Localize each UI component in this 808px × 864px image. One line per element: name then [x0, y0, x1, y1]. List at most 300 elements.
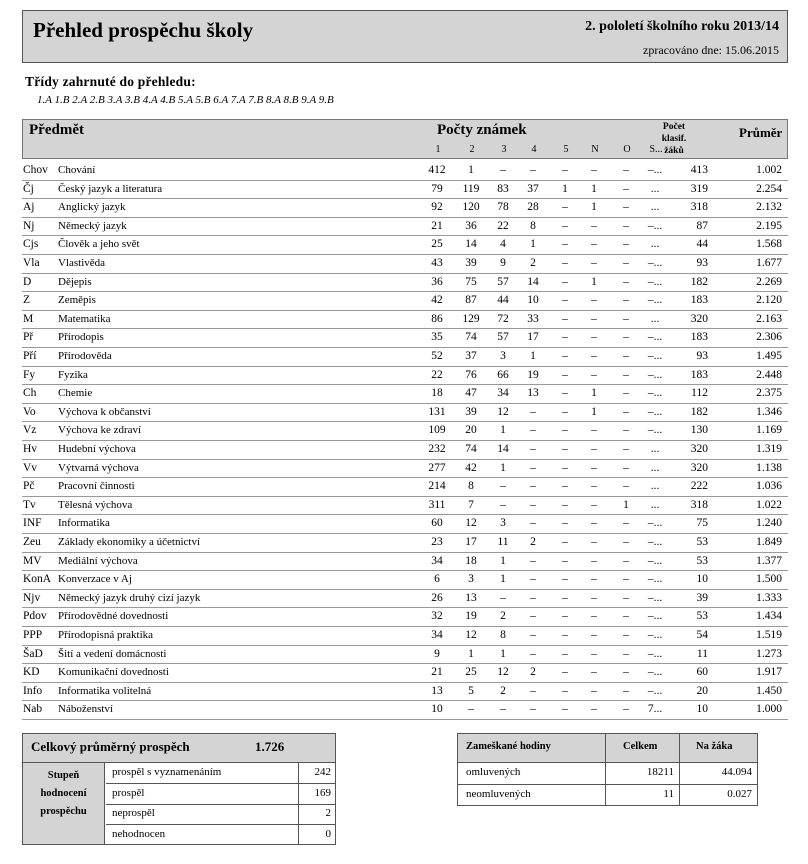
grade-count: – — [591, 461, 597, 474]
grade-count: – — [562, 703, 568, 716]
grade-header: N — [591, 144, 599, 155]
table-row — [22, 367, 788, 386]
subject-average: 1.346 — [756, 405, 782, 418]
grade-count: – — [591, 312, 597, 325]
grade-count: –... — [647, 666, 663, 679]
grade-count: 20 — [465, 424, 477, 437]
subject-name: Mediální výchova — [58, 554, 138, 567]
table-row — [22, 460, 788, 479]
grade-count: – — [562, 387, 568, 400]
grade-count: 4 — [500, 238, 506, 251]
grade-count: – — [591, 610, 597, 623]
grade-count: – — [530, 703, 536, 716]
overall-summary — [22, 733, 336, 845]
grade-count: 72 — [497, 312, 509, 325]
grade-count: – — [530, 443, 536, 455]
student-count: 318 — [690, 498, 708, 511]
grade-count: 1 — [591, 387, 597, 400]
grade-count: – — [530, 405, 536, 418]
absence-type: omluvených — [466, 766, 521, 778]
student-count: 39 — [696, 591, 708, 604]
grade-count: 25 — [465, 666, 477, 679]
grade-count: 34 — [497, 387, 509, 400]
grade-count: 87 — [465, 294, 477, 307]
grade-count: 10 — [527, 294, 539, 307]
grade-count: 9 — [434, 647, 440, 660]
table-row — [22, 236, 788, 255]
table-row — [22, 497, 788, 516]
grade-count: 5 — [468, 684, 474, 697]
grade-count: 8 — [468, 480, 474, 493]
table-row — [22, 627, 788, 646]
absence-separator — [605, 785, 606, 806]
student-count: 413 — [690, 164, 708, 176]
absence-row — [458, 763, 757, 785]
level-row — [106, 825, 335, 845]
subject-code: Vv — [23, 461, 38, 474]
grade-count: 11 — [497, 536, 509, 548]
grade-count: –... — [647, 591, 663, 604]
grade-count: – — [623, 387, 629, 400]
grade-count: 1 — [468, 164, 474, 176]
table-row — [22, 274, 788, 293]
subject-average: 1.036 — [756, 480, 782, 493]
grade-count: 119 — [462, 182, 480, 195]
student-count: 183 — [690, 331, 708, 344]
student-count: 183 — [690, 368, 708, 381]
student-count: 20 — [696, 684, 708, 697]
subject-name: Chemie — [58, 387, 93, 400]
subject-name: Německý jazyk druhý cizí jazyk — [58, 591, 201, 604]
subject-average: 1.138 — [756, 461, 782, 474]
grade-count: –... — [647, 573, 663, 586]
grade-header: S... — [649, 144, 663, 155]
grade-count: 83 — [497, 182, 509, 195]
grade-count: 34 — [431, 629, 443, 641]
table-row — [22, 162, 788, 181]
grade-count: – — [591, 591, 597, 604]
grade-count: 1 — [530, 238, 536, 251]
grade-count: – — [623, 443, 629, 455]
table-row — [22, 478, 788, 497]
subject-code: Z — [23, 294, 31, 307]
level-name: neprospěl — [112, 807, 155, 819]
absence-type: neomluvených — [466, 787, 531, 800]
subject-name: Výtvarná výchova — [58, 461, 139, 474]
table-row — [22, 385, 788, 404]
table-row — [22, 329, 788, 348]
table-row — [22, 255, 788, 274]
grade-header: 3 — [501, 144, 507, 155]
subject-code: Ch — [23, 387, 37, 400]
grade-count: 47 — [465, 387, 477, 400]
table-row — [22, 404, 788, 423]
grade-count: 17 — [465, 536, 477, 548]
subject-name: Výchova k občanství — [58, 405, 151, 418]
grade-count: – — [562, 498, 568, 511]
grade-count: 2 — [530, 257, 536, 269]
grade-count: 8 — [530, 219, 536, 232]
student-count: 182 — [690, 405, 708, 418]
grade-count: – — [562, 443, 568, 455]
table-row — [22, 683, 788, 702]
absence-total: 18211 — [646, 766, 674, 778]
subject-code: Njv — [23, 591, 41, 604]
grade-count: – — [562, 201, 568, 214]
grade-count: –... — [647, 424, 663, 437]
grade-count: 311 — [428, 498, 446, 511]
grade-count: ... — [650, 238, 660, 251]
grade-count: – — [591, 517, 597, 530]
grade-count: 13 — [431, 684, 443, 697]
subject-average: 2.269 — [756, 275, 782, 288]
level-row — [106, 784, 335, 805]
grade-count: – — [562, 331, 568, 344]
grade-count: – — [530, 424, 536, 437]
grade-count: – — [623, 219, 629, 232]
subject-code: Chov — [23, 164, 48, 176]
grade-count: 36 — [431, 275, 443, 288]
grade-count: – — [562, 219, 568, 232]
grade-count: 86 — [431, 312, 443, 325]
grade-count: 1 — [500, 554, 506, 567]
absence-per-student: 44.094 — [721, 766, 752, 778]
grade-count: 39 — [465, 257, 477, 269]
subject-code: Info — [23, 684, 43, 697]
grade-count: – — [562, 591, 568, 604]
absence-header-separator — [679, 734, 680, 762]
grade-count: 52 — [431, 350, 443, 362]
table-row — [22, 646, 788, 665]
table-row — [22, 515, 788, 534]
grade-count: 12 — [465, 517, 477, 530]
subject-average: 2.448 — [756, 368, 782, 381]
table-row — [22, 608, 788, 627]
grade-count: – — [500, 480, 506, 493]
student-count: 10 — [696, 703, 708, 716]
grade-count: 21 — [431, 219, 443, 232]
grade-count: – — [623, 257, 629, 269]
grade-count: 14 — [465, 238, 477, 251]
grade-count: – — [623, 331, 629, 344]
levels-label-line2: hodnocení — [40, 788, 87, 799]
subject-average: 1.500 — [756, 573, 782, 586]
grade-count: – — [623, 629, 629, 641]
grade-count: – — [591, 350, 597, 362]
student-count: 130 — [690, 424, 708, 437]
grade-count: – — [562, 610, 568, 623]
absence-total: 11 — [663, 787, 674, 800]
grade-count: 79 — [431, 182, 443, 195]
subject-average: 2.120 — [756, 294, 782, 307]
grade-count: –... — [647, 610, 663, 623]
grade-count: – — [562, 275, 568, 288]
grade-count: 1 — [500, 573, 506, 586]
grade-count: – — [591, 647, 597, 660]
grade-count: –... — [647, 350, 663, 362]
grade-count: 7 — [468, 498, 474, 511]
subject-name: Chování — [58, 164, 96, 176]
report-title: Přehled prospěchu školy — [33, 18, 254, 42]
grade-count: ... — [650, 312, 660, 325]
subject-name: Zeměpis — [58, 294, 96, 307]
grade-count: – — [623, 536, 629, 548]
grade-count: – — [623, 275, 629, 288]
level-row — [106, 763, 335, 784]
grade-count: 12 — [497, 666, 509, 679]
grade-count: – — [562, 238, 568, 251]
report-header — [22, 10, 788, 63]
subject-code: Zeu — [23, 536, 41, 548]
subject-code: PPP — [23, 629, 43, 641]
grade-count: 66 — [497, 368, 509, 381]
subject-code: Fy — [23, 368, 36, 381]
grade-count: 12 — [497, 405, 509, 418]
report-period: 2. pololetí školního roku 2013/14 — [585, 19, 779, 34]
grade-count: 214 — [428, 480, 446, 493]
grade-count: – — [562, 257, 568, 269]
absence-separator — [605, 763, 606, 784]
grade-count: – — [623, 684, 629, 697]
grade-count: – — [530, 610, 536, 623]
levels-label — [23, 763, 105, 844]
level-value: 2 — [325, 807, 331, 819]
student-count: 60 — [696, 666, 708, 679]
grade-count: 9 — [500, 257, 506, 269]
grade-count: 129 — [462, 312, 480, 325]
grade-count: – — [623, 610, 629, 623]
grade-count: ... — [650, 201, 660, 214]
grade-count: – — [623, 554, 629, 567]
grade-count: – — [591, 257, 597, 269]
absence-row — [458, 785, 757, 806]
subject-code: Vz — [23, 424, 37, 437]
subject-name: Šití a vedení domácnosti — [58, 647, 167, 660]
student-count: 75 — [696, 517, 708, 530]
student-count: 183 — [690, 294, 708, 307]
level-separator — [298, 825, 299, 845]
grade-count: 1 — [500, 647, 506, 660]
level-name: prospěl s vyznamenáním — [112, 766, 222, 778]
subject-name: Přírodověda — [58, 350, 112, 362]
grade-count: 23 — [431, 536, 443, 548]
grade-count: – — [530, 554, 536, 567]
grade-count: – — [562, 164, 568, 176]
subject-name: Náboženství — [58, 703, 113, 716]
subject-name: Komunikační dovednosti — [58, 666, 169, 679]
grade-count: – — [591, 554, 597, 567]
subject-average: 1.495 — [756, 350, 782, 362]
subject-average: 1.450 — [756, 684, 782, 697]
subject-code: Vla — [23, 257, 40, 269]
grade-count: 131 — [428, 405, 446, 418]
grade-count: 1 — [500, 461, 506, 474]
grade-count: – — [623, 480, 629, 493]
grade-count: – — [530, 461, 536, 474]
level-row — [106, 804, 335, 825]
grade-count: – — [623, 164, 629, 176]
classes-label: Třídy zahrnuté do přehledu: — [25, 74, 196, 89]
level-separator — [298, 784, 299, 804]
level-separator — [298, 804, 299, 824]
grade-count: – — [530, 164, 536, 176]
grade-count: 8 — [500, 629, 506, 641]
grade-count: – — [591, 498, 597, 511]
subject-average: 1.333 — [756, 591, 782, 604]
subject-name: Přírodopisná praktika — [58, 629, 154, 641]
grade-count: 2 — [500, 610, 506, 623]
grade-count: – — [468, 703, 474, 716]
grade-count: –... — [647, 219, 663, 232]
subject-name: Člověk a jeho svět — [58, 238, 140, 251]
grade-count: 17 — [527, 331, 539, 344]
subject-average: 1.273 — [756, 647, 782, 660]
subject-name: Přírodopis — [58, 331, 104, 344]
column-count-line1: Počet — [662, 122, 686, 132]
grade-count: – — [591, 238, 597, 251]
grade-count: 6 — [434, 573, 440, 586]
grade-count: –... — [647, 368, 663, 381]
grade-count: 35 — [431, 331, 443, 344]
subject-code: Cjs — [23, 238, 39, 251]
grade-count: – — [623, 517, 629, 530]
level-value: 242 — [314, 766, 331, 778]
student-count: 320 — [690, 443, 708, 455]
grade-count: 1 — [468, 647, 474, 660]
grade-count: – — [623, 238, 629, 251]
subject-average: 1.002 — [756, 164, 782, 176]
subject-name: Tělesná výchova — [58, 498, 133, 511]
grade-count: 1 — [623, 498, 629, 511]
grade-count: – — [623, 424, 629, 437]
grade-count: –... — [647, 536, 663, 548]
subject-name: Informatika volitelná — [58, 684, 152, 697]
subject-name: Anglický jazyk — [58, 201, 126, 214]
grade-count: – — [562, 554, 568, 567]
subject-average: 2.306 — [756, 331, 782, 344]
grade-count: ... — [650, 443, 660, 455]
subject-code: Př — [23, 331, 34, 344]
grade-count: – — [591, 703, 597, 716]
subject-code: Čj — [23, 182, 34, 195]
absence-col-total: Celkem — [623, 741, 658, 752]
grade-count: –... — [647, 257, 663, 269]
table-row — [22, 218, 788, 237]
subject-code: Pdov — [23, 610, 47, 623]
grade-count: ... — [650, 182, 660, 195]
grade-count: – — [623, 405, 629, 418]
grade-count: –... — [647, 331, 663, 344]
grade-count: 2 — [530, 666, 536, 679]
grade-count: 74 — [465, 443, 477, 455]
grade-header: 2 — [469, 144, 475, 155]
subject-code: Pč — [23, 480, 35, 493]
subject-average: 2.163 — [756, 312, 782, 325]
overall-label: Celkový průměrný prospěch — [31, 739, 190, 754]
grade-count: 75 — [465, 275, 477, 288]
grade-count: – — [623, 312, 629, 325]
grade-count: 22 — [431, 368, 443, 381]
subject-name: Fyzika — [58, 368, 88, 381]
student-count: 53 — [696, 536, 708, 548]
grade-count: – — [562, 684, 568, 697]
column-grades: Počty známek — [437, 122, 527, 138]
subject-code: MV — [23, 554, 42, 567]
grade-count: –... — [647, 554, 663, 567]
grade-count: 36 — [465, 219, 477, 232]
grade-count: 26 — [431, 591, 443, 604]
table-row — [22, 590, 788, 609]
grade-count: – — [623, 647, 629, 660]
student-count: 11 — [696, 647, 708, 660]
subject-code: INF — [23, 517, 42, 530]
grade-count: 21 — [431, 666, 443, 679]
table-row — [22, 553, 788, 572]
subject-name: Dějepis — [58, 275, 92, 288]
grade-count: – — [591, 368, 597, 381]
subject-code: ŠaD — [23, 647, 43, 660]
subject-average: 1.434 — [756, 610, 782, 623]
grade-count: – — [591, 684, 597, 697]
grade-count: – — [591, 536, 597, 548]
subject-name: Pracovní činnosti — [58, 480, 135, 493]
grade-count: 39 — [465, 405, 477, 418]
grade-count: 43 — [431, 257, 443, 269]
grade-count: 7... — [647, 703, 663, 716]
grade-count: –... — [647, 405, 663, 418]
subject-name: Český jazyk a literatura — [58, 182, 163, 195]
grade-count: 13 — [465, 591, 477, 604]
grade-count: – — [591, 331, 597, 344]
absence-per-student: 0.027 — [727, 787, 752, 800]
grade-count: – — [500, 498, 506, 511]
grade-header: 4 — [531, 144, 537, 155]
subject-average: 2.254 — [756, 182, 782, 195]
grade-count: – — [623, 182, 629, 195]
grade-count: 19 — [465, 610, 477, 623]
overall-value: 1.726 — [255, 739, 285, 754]
grade-count: 42 — [431, 294, 443, 307]
grade-count: 76 — [465, 368, 477, 381]
table-row — [22, 311, 788, 330]
grade-count: – — [500, 591, 506, 604]
subject-average: 1.319 — [756, 443, 782, 455]
student-count: 319 — [690, 182, 708, 195]
levels-label-line1: Stupeň — [47, 770, 80, 781]
student-count: 320 — [690, 461, 708, 474]
student-count: 222 — [690, 480, 708, 493]
subject-code: Tv — [23, 498, 36, 511]
grade-count: 42 — [465, 461, 477, 474]
grade-count: 13 — [527, 387, 539, 400]
grade-count: – — [591, 480, 597, 493]
subject-name: Přírodovědné dovednosti — [58, 610, 169, 623]
grade-count: 12 — [465, 629, 477, 641]
level-value: 0 — [325, 827, 331, 840]
absence-col-per-student: Na žáka — [696, 741, 733, 752]
level-name: nehodnocen — [112, 827, 166, 840]
column-subject: Předmět — [29, 122, 84, 138]
grade-count: ... — [650, 480, 660, 493]
level-separator — [298, 763, 299, 783]
grade-count: – — [530, 517, 536, 530]
grade-count: 57 — [497, 275, 509, 288]
grade-count: – — [591, 164, 597, 176]
grade-count: ... — [650, 461, 660, 474]
grade-count: – — [562, 647, 568, 660]
grade-count: – — [591, 443, 597, 455]
grade-count: 28 — [527, 201, 539, 214]
